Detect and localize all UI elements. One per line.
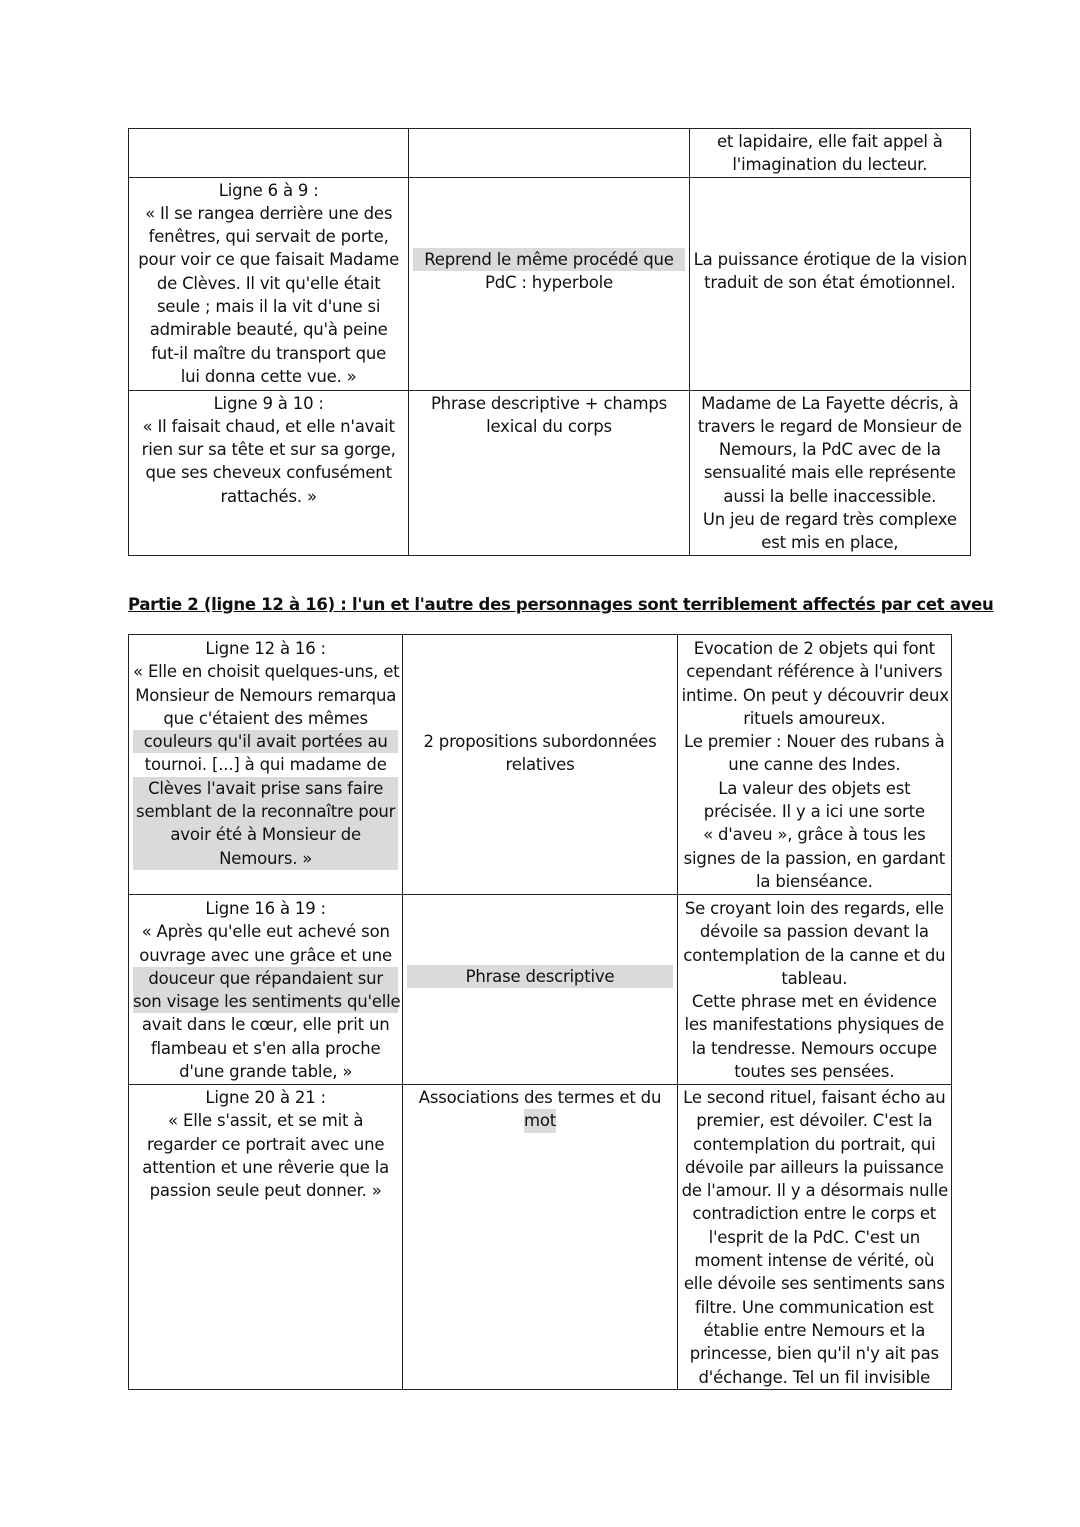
text-line: dévoile sa passion devant la: [699, 922, 929, 942]
text-line: Ligne 12 à 16 :: [205, 639, 326, 658]
text-line: « Elle en choisit quelques-uns, et: [133, 662, 400, 682]
text-line: dévoile par ailleurs la puissance: [685, 1157, 944, 1177]
text-line: attention et une rêverie que la: [142, 1157, 390, 1177]
text-line: traduit de son état émotionnel.: [704, 272, 956, 292]
text-line: « Il faisait chaud, et elle n'avait: [142, 416, 395, 436]
text-line: Madame de La Fayette décris, à: [701, 393, 959, 413]
procede-cell: [403, 895, 677, 1085]
text-line: semblant de la reconnaître pour: [133, 800, 398, 823]
text-line: la bienséance.: [756, 871, 873, 891]
text-line: Se croyant loin des regards, elle: [684, 899, 944, 918]
text-line: 2 propositions subordonnées: [423, 732, 657, 751]
interpretation-cell: [677, 1085, 951, 1390]
text-line: fut-il maître du transport que: [151, 343, 387, 363]
procede-cell: [409, 129, 689, 178]
text-line: l'esprit de la PdC. C'est un: [708, 1227, 921, 1247]
text-line: cependant référence à l'univers: [686, 662, 943, 682]
text-line: tournoi. [...] à qui madame de: [144, 755, 387, 775]
text-line: premier, est dévoiler. C'est la: [696, 1111, 933, 1131]
text-line: Monsieur de Nemours remarqua: [135, 685, 397, 705]
text-line: Evocation de 2 objets qui font: [693, 639, 935, 658]
text-line: établie entre Nemours et la: [703, 1320, 926, 1340]
table-row: [129, 390, 971, 555]
text-line: princesse, bien qu'il n'y ait pas: [689, 1344, 939, 1364]
text-line: Cette phrase met en évidence: [691, 992, 937, 1012]
text-line: que ses cheveux confusément: [145, 463, 392, 483]
text-line: ouvrage avec une grâce et une: [139, 945, 393, 965]
interpretation-cell: [689, 129, 970, 178]
text-line: précisée. Il y a ici une sorte: [703, 802, 925, 822]
analysis-table-part-1: [128, 128, 971, 556]
text-line: contradiction entre le corps et: [692, 1204, 937, 1224]
text-line: Le premier : Nouer des rubans à: [684, 732, 945, 752]
text-line: signes de la passion, en gardant: [683, 848, 946, 868]
text-line: La puissance érotique de la vision: [693, 249, 968, 269]
procede-cell: [409, 177, 689, 390]
interpretation-cell: [689, 390, 970, 555]
text-line: « Il se rangea derrière une des: [145, 203, 393, 223]
text-line: douceur que répandaient sur: [133, 967, 398, 990]
text-line: Un jeu de regard très complexe: [702, 510, 957, 530]
text-line: de Clèves. Il vit qu'elle était: [156, 273, 381, 293]
text-line: d'une grande table, »: [179, 1062, 353, 1082]
text-line: son visage les sentiments qu'elle: [133, 990, 398, 1013]
text-line: la tendresse. Nemours occupe: [691, 1038, 938, 1058]
text-line: flambeau et s'en alla proche: [150, 1038, 381, 1058]
text-line: passion seule peut donner. »: [149, 1181, 382, 1201]
table-row: [129, 895, 952, 1085]
text-line: « Elle s'assit, et se mit à: [168, 1111, 364, 1131]
text-line: elle dévoile ses sentiments sans: [683, 1274, 945, 1294]
text-line: avait dans le cœur, elle prit un: [141, 1015, 390, 1035]
text-line: admirable beauté, qu'à peine: [149, 320, 388, 340]
text-line: filtre. Une communication est: [694, 1297, 934, 1317]
text-line: sensualité mais elle représente: [703, 463, 956, 483]
text-line: travers le regard de Monsieur de: [697, 416, 962, 436]
table-row: [129, 635, 952, 895]
table-row: [129, 129, 971, 178]
section-heading-part-2: Partie 2 (ligne 12 à 16) : l'un et l'autre des personnages sont terriblement affectés par cet aveu: [128, 595, 994, 614]
text-line: que c'étaient des mêmes: [163, 708, 368, 728]
interpretation-cell: [677, 895, 951, 1085]
table-row: [129, 1085, 952, 1390]
text-line: moment intense de vérité, où: [694, 1251, 935, 1271]
analysis-table-part-2: [128, 634, 952, 1390]
text-line: avoir été à Monsieur de: [133, 823, 398, 846]
text-line: rien sur sa tête et sur sa gorge,: [141, 440, 396, 460]
quote-cell: [129, 1085, 403, 1390]
text-line: contemplation du portrait, qui: [693, 1134, 936, 1154]
text-line: et lapidaire, elle fait appel à: [716, 132, 943, 151]
text-line: Phrase descriptive + champs: [430, 393, 668, 413]
quote-cell: [129, 895, 403, 1085]
text-line: Reprend le même procédé que: [413, 248, 684, 271]
text-line: mot: [524, 1109, 556, 1132]
text-line: Ligne 20 à 21 :: [205, 1088, 326, 1107]
quote-cell: [129, 177, 409, 390]
interpretation-cell: [677, 635, 951, 895]
text-line: intime. On peut y découvrir deux: [681, 685, 949, 705]
text-line: l'imagination du lecteur.: [732, 155, 928, 175]
text-line: Clèves l'avait prise sans faire: [133, 777, 398, 800]
quote-cell: [129, 635, 403, 895]
text-line: Associations des termes et du: [418, 1088, 662, 1107]
text-line: une canne des Indes.: [728, 755, 901, 775]
text-line: fenêtres, qui servait de porte,: [148, 227, 389, 247]
text-line: couleurs qu'il avait portées au: [133, 730, 398, 753]
text-line: Ligne 9 à 10 :: [213, 393, 324, 413]
text-line: Ligne 16 à 19 :: [205, 899, 326, 918]
text-line: de l'amour. Il y a désormais nulle: [681, 1181, 949, 1201]
procede-cell: [403, 635, 677, 895]
table-row: [129, 177, 971, 390]
quote-cell: [129, 129, 409, 178]
text-line: toutes ses pensées.: [734, 1062, 895, 1082]
text-line: les manifestations physiques de: [684, 1015, 945, 1035]
text-line: Ligne 6 à 9 :: [218, 180, 319, 200]
text-line: « d'aveu », grâce à tous les: [703, 825, 926, 845]
text-line: rituels amoureux.: [743, 708, 886, 728]
text-line: Phrase descriptive: [407, 965, 672, 988]
text-line: tableau.: [781, 968, 848, 988]
text-line: aussi la belle inaccessible.: [723, 486, 937, 506]
text-line: regarder ce portrait avec une: [146, 1134, 385, 1154]
text-line: lui donna cette vue. »: [180, 366, 357, 386]
text-line: La valeur des objets est: [718, 778, 911, 798]
quote-cell: [129, 390, 409, 555]
interpretation-cell: [689, 177, 970, 390]
text-line: Nemours, la PdC avec de la: [718, 440, 941, 460]
text-line: seule ; mais il la vit d'une si: [157, 297, 381, 317]
text-line: rattachés. »: [220, 486, 317, 506]
text-line: d'échange. Tel un fil invisible: [698, 1367, 931, 1387]
text-line: Nemours. »: [133, 847, 398, 870]
text-line: pour voir ce que faisait Madame: [138, 250, 400, 270]
procede-cell: [403, 1085, 677, 1390]
text-line: « Après qu'elle eut achevé son: [141, 922, 390, 942]
text-line: lexical du corps: [486, 416, 612, 436]
text-line: Le second rituel, faisant écho au: [683, 1088, 946, 1107]
text-line: est mis en place,: [761, 533, 899, 553]
text-line: relatives: [505, 755, 575, 775]
procede-cell: [409, 390, 689, 555]
text-line: PdC : hyperbole: [485, 272, 613, 292]
text-line: contemplation de la canne et du: [683, 945, 946, 965]
